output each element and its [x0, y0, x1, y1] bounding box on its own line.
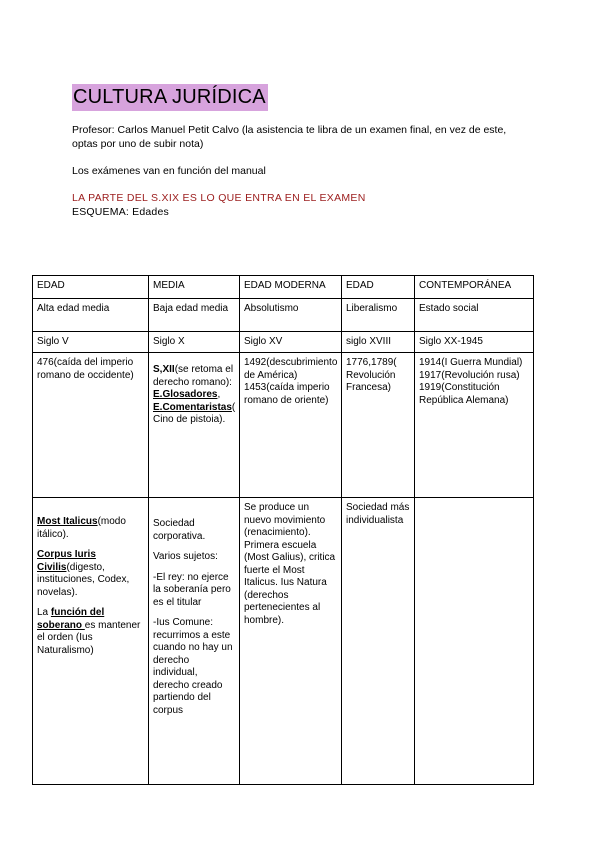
cell-line: 1917(Revolución rusa) — [419, 369, 520, 381]
cell-text: es mantener el orden (Ius Naturalismo) — [37, 619, 141, 656]
bold-underlined-text: Corpus Iuris Civilis — [37, 549, 96, 573]
edades-table — [32, 275, 534, 785]
cell-paragraph: -Ius Comune: recurrimos a este cuando no hay un derecho individual, derecho creado partiendo del corpus — [153, 617, 233, 716]
header-cell: MEDIA — [149, 276, 240, 299]
table-cell — [415, 498, 534, 785]
table-cell: Se produce un nuevo movimiento (renacimiento). Primera escuela (Most Galius), critica fuerte el Most Italicus. Ius Natura (derechos pertenecientes al hombre). — [240, 498, 342, 785]
document-title: CULTURA JURÍDICA — [72, 84, 268, 111]
profesor-paragraph: Profesor: Carlos Manuel Petit Calvo (la asistencia te libra de un examen final, en vez de este, optas por uno de subir nota) — [72, 124, 507, 150]
table-cell — [149, 498, 240, 785]
table-row — [33, 332, 534, 353]
bold-underlined-text: E.Glosadores — [153, 389, 218, 400]
table-cell: Sociedad más individualista — [342, 498, 415, 785]
esquema-heading: ESQUEMA: Edades — [72, 206, 169, 218]
cell-text: (digesto, instituciones, Codex, novelas). — [37, 561, 130, 598]
table-row — [33, 498, 534, 785]
cell-paragraph — [37, 516, 145, 541]
cell-paragraph — [37, 549, 145, 599]
examenes-paragraph: Los exámenes van en función del manual — [72, 165, 266, 177]
cell-text: (Cino de pistoia). — [153, 401, 236, 425]
bold-underlined-text: Most Italicus — [37, 516, 98, 527]
table-row — [33, 299, 534, 332]
table-cell: Baja edad media — [149, 299, 240, 332]
table-cell: Absolutismo — [240, 299, 342, 332]
cell-paragraph: -El rey: no ejerce la soberanía pero es el titular — [153, 571, 231, 608]
cell-paragraph — [37, 607, 145, 657]
table-cell: 1776,1789( Revolución Francesa) — [342, 353, 415, 498]
header-cell: EDAD — [33, 276, 149, 299]
table-cell: Siglo XX-1945 — [415, 332, 534, 353]
table-cell: Siglo V — [33, 332, 149, 353]
table-cell: Siglo XV — [240, 332, 342, 353]
header-cell: EDAD — [342, 276, 415, 299]
table-cell: Alta edad media — [33, 299, 149, 332]
cell-line: 1919(Constitución República Alemana) — [419, 382, 509, 406]
table-cell: 476(caída del imperio romano de occidente) — [33, 353, 149, 498]
table-cell — [33, 498, 149, 785]
cell-text: (modo itálico). — [37, 516, 126, 540]
cell-text: (se retoma el derecho romano): — [153, 364, 234, 388]
table-cell: Siglo X — [149, 332, 240, 353]
cell-paragraph: Sociedad corporativa. — [153, 518, 206, 542]
header-cell: CONTEMPORÁNEA — [415, 276, 534, 299]
bold-underlined-text: función del soberano — [37, 607, 105, 631]
cell-paragraph: Varios sujetos: — [153, 551, 218, 562]
table-row — [33, 353, 534, 498]
cell-text: La — [37, 607, 51, 618]
exam-scope-note: LA PARTE DEL S.XIX ES LO QUE ENTRA EN EL EXAMEN — [72, 192, 366, 204]
header-cell: EDAD MODERNA — [240, 276, 342, 299]
cell-line: 1914(I Guerra Mundial) — [419, 357, 523, 368]
table-header-row — [33, 276, 534, 299]
cell-text: , — [217, 389, 221, 400]
bold-text: S,XII — [153, 364, 175, 375]
bold-underlined-text: E.Comentaristas — [153, 401, 232, 413]
table-cell — [415, 353, 534, 498]
table-cell: siglo XVIII — [342, 332, 415, 353]
table-cell: Liberalismo — [342, 299, 415, 332]
table-cell — [149, 353, 240, 498]
table-cell: Estado social — [415, 299, 534, 332]
table-cell: 1492(descubrimiento de América) 1453(caída imperio romano de oriente) — [240, 353, 342, 498]
